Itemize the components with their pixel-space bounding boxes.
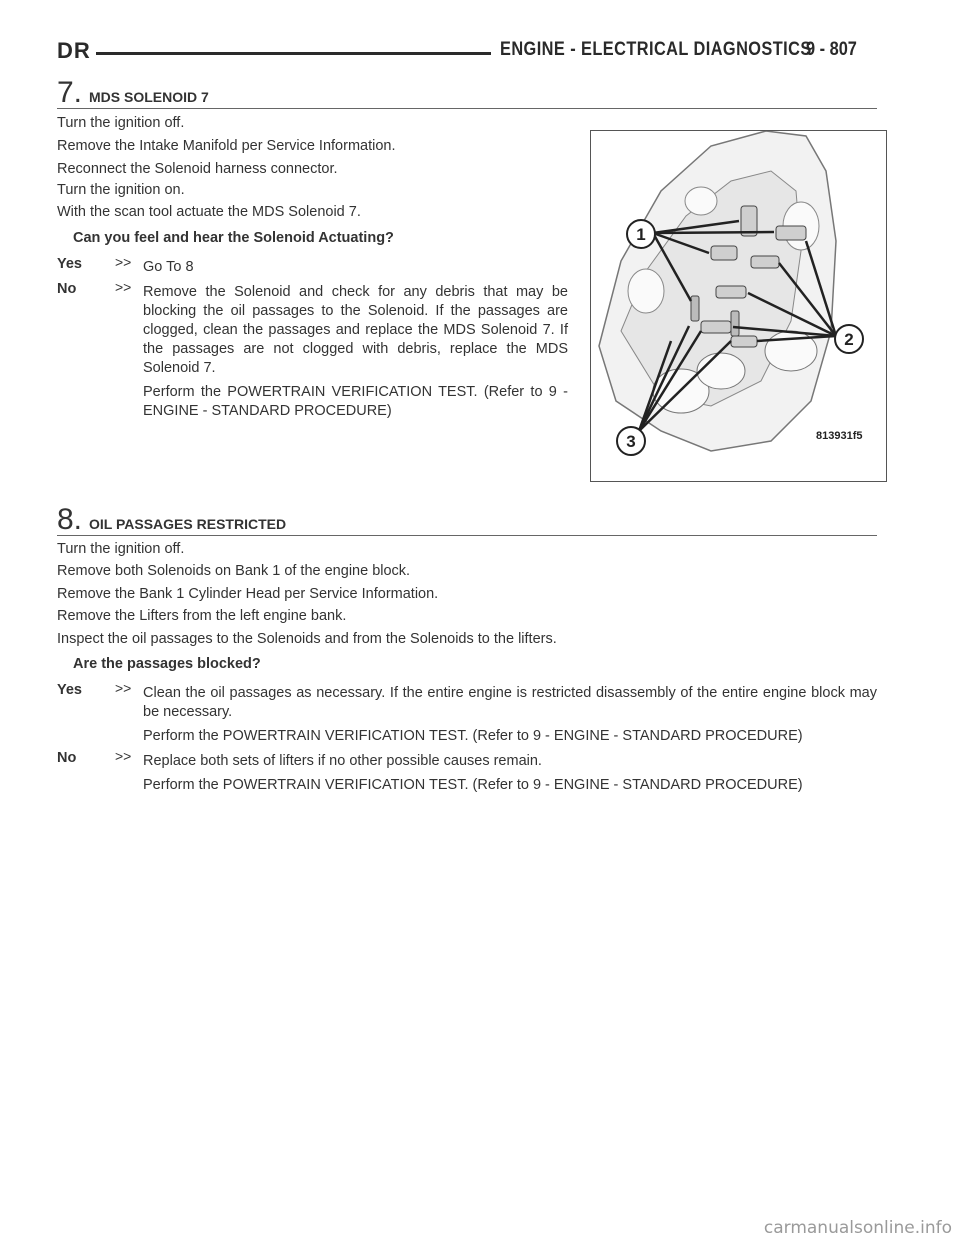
- step-8-line: Remove the Bank 1 Cylinder Head per Service Information.: [57, 586, 439, 602]
- footer-watermark: carmanualsonline.info: [763, 1218, 952, 1238]
- step-7-line: Remove the Intake Manifold per Service Information.: [57, 138, 396, 154]
- step-7-line: Turn the ignition off.: [57, 115, 185, 131]
- step-7-line: With the scan tool actuate the MDS Solenoid 7.: [57, 204, 361, 220]
- step-7-line: Reconnect the Solenoid harness connector.: [57, 161, 338, 177]
- step-8-yes-text: [143, 684, 877, 746]
- step-7-no-label: No: [57, 281, 77, 297]
- step-7-line: Turn the ignition on.: [57, 182, 185, 198]
- header-rule: [96, 52, 491, 55]
- step-7-heading: [57, 76, 877, 109]
- step-7-question: Can you feel and hear the Solenoid Actuating?: [73, 230, 394, 246]
- step-8-no-arrow: >>: [115, 748, 132, 764]
- callout-1: 1: [636, 225, 646, 244]
- step-8-yes-arrow: >>: [115, 680, 132, 696]
- step-8-no-label: No: [57, 750, 77, 766]
- step-8-no-verification: Perform the POWERTRAIN VERIFICATION TEST. (Refer to 9 - ENGINE - STANDARD PROCEDURE): [143, 777, 803, 793]
- callout-2: 2: [844, 330, 854, 349]
- step-7-title: MDS SOLENOID 7: [89, 89, 209, 105]
- step-8-yes-label: Yes: [57, 682, 82, 698]
- step-7-no-text: [143, 283, 568, 421]
- step-8-heading: [57, 503, 877, 536]
- engine-illustration: [591, 131, 886, 481]
- step-7-yes-label: Yes: [57, 256, 82, 272]
- callout-3: 3: [626, 432, 636, 451]
- step-8-no-text: [143, 752, 877, 795]
- step-7-yes-action: Go To 8: [143, 259, 194, 275]
- step-8-line: Remove the Lifters from the left engine bank.: [57, 608, 347, 624]
- step-7-yes-arrow: >>: [115, 254, 132, 270]
- step-7-no-verification: Perform the POWERTRAIN VERIFICATION TEST. (Refer to 9 - ENGINE - STANDARD PROCEDURE): [143, 384, 568, 419]
- step-7-yes-text: [143, 258, 563, 277]
- step-7-no-action: Remove the Solenoid and check for any debris that may be blocking the oil passages to the Solenoid. If the passages are clogged, clean the passages and replace the MDS Solenoid 7. If the passages are not clogged with debris, replace the MDS Solenoid 7.: [143, 284, 568, 376]
- step-8-question: Are the passages blocked?: [73, 656, 261, 672]
- step-7-no-arrow: >>: [115, 279, 132, 295]
- header-model: DR: [57, 38, 91, 63]
- step-7-number: 7.: [57, 76, 83, 109]
- header-page-number: 9 - 807: [806, 39, 857, 60]
- step-8-line: Remove both Solenoids on Bank 1 of the engine block.: [57, 563, 411, 579]
- engine-solenoid-figure: [590, 130, 887, 482]
- step-8-line: Inspect the oil passages to the Solenoids and from the Solenoids to the lifters.: [57, 631, 557, 647]
- step-8-yes-verification: Perform the POWERTRAIN VERIFICATION TEST. (Refer to 9 - ENGINE - STANDARD PROCEDURE): [143, 728, 803, 744]
- header-section-title: ENGINE - ELECTRICAL DIAGNOSTICS: [500, 39, 812, 60]
- step-8-title: OIL PASSAGES RESTRICTED: [89, 516, 287, 532]
- figure-code: 813931f5: [816, 430, 863, 442]
- step-8-line: Turn the ignition off.: [57, 541, 185, 557]
- step-8-number: 8.: [57, 503, 83, 536]
- step-8-yes-action: Clean the oil passages as necessary. If the entire engine is restricted disassembly of the entire engine block may be necessary.: [143, 685, 877, 720]
- step-8-no-action: Replace both sets of lifters if no other possible causes remain.: [143, 753, 542, 769]
